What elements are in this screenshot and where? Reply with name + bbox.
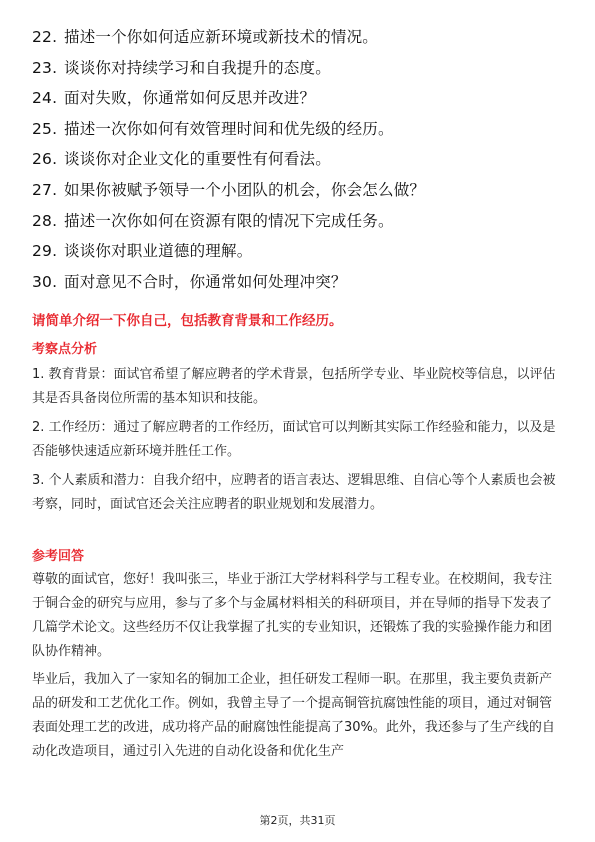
answer-paragraph: 尊敬的面试官，您好！我叫张三，毕业于浙江大学材料科学与工程专业。在校期间，我专注于铜合金的研究与应用，参与了多个与金属材料相关的科研项目，并在导师的指导下发表了几篇学术论文。这些经历不仅让我掌握了扎实的专业知识，还锻炼了我的实验操作能力和团队协作精神。 xyxy=(32,572,553,659)
analysis-point: 3. 个人素质和潜力：自我介绍中，应聘者的语言表达、逻辑思维、自信心等个人素质也会被考察，同时，面试官还会关注应聘者的职业规划和发展潜力。 xyxy=(32,473,556,512)
main-question-heading: 请简单介绍一下你自己，包括教育背景和工作经历。 xyxy=(32,313,343,329)
answer-title: 参考回答 xyxy=(32,549,85,564)
question-list xyxy=(32,22,572,297)
answer-section xyxy=(32,568,564,764)
analysis-point: 1. 教育背景：面试官希望了解应聘者的学术背景，包括所学专业、毕业院校等信息，以评估其是否具备岗位所需的基本知识和技能。 xyxy=(32,367,556,406)
question-number: 25. xyxy=(32,119,58,138)
question-item xyxy=(32,22,572,53)
question-text: 描述一个你如何适应新环境或新技术的情况。 xyxy=(64,28,379,46)
question-number: 28. xyxy=(32,211,58,230)
question-number: 30. xyxy=(32,272,58,291)
analysis-title: 考察点分析 xyxy=(32,342,98,357)
question-item xyxy=(32,206,572,237)
question-item xyxy=(32,175,572,206)
question-item xyxy=(32,114,572,145)
question-text: 谈谈你对企业文化的重要性有何看法。 xyxy=(64,150,331,169)
question-item xyxy=(32,53,572,84)
question-number: 22. xyxy=(32,28,58,46)
answer-paragraph: 毕业后，我加入了一家知名的铜加工企业，担任研发工程师一职。在那里，我主要负责新产品的研发和工艺优化工作。例如，我曾主导了一个提高铜管抗腐蚀性能的项目，通过对铜管表面处理工艺的改进，成功将产品的耐腐蚀性能提高了30%。此外，我还参与了生产线的自动化改造项目，通过引入先进的自动化设备和优化生产 xyxy=(32,672,555,759)
question-item xyxy=(32,267,572,298)
analysis-section xyxy=(32,363,564,517)
question-item xyxy=(32,83,572,114)
question-number: 27. xyxy=(32,180,58,199)
question-item xyxy=(32,144,572,175)
question-text: 描述一次你如何在资源有限的情况下完成任务。 xyxy=(64,211,394,230)
analysis-point: 2. 工作经历：通过了解应聘者的工作经历，面试官可以判断其实际工作经验和能力，以及是否能够快速适应新环境并胜任工作。 xyxy=(32,420,556,459)
question-text: 描述一次你如何有效管理时间和优先级的经历。 xyxy=(64,119,394,138)
question-text: 面对意见不合时，你通常如何处理冲突？ xyxy=(64,272,347,291)
question-text: 如果你被赋予领导一个小团队的机会，你会怎么做？ xyxy=(64,180,426,199)
page-footer: 第2页，共31页 xyxy=(259,814,336,827)
question-number: 23. xyxy=(32,58,58,77)
question-text: 面对失败，你通常如何反思并改进？ xyxy=(64,89,316,108)
question-number: 24. xyxy=(32,89,58,108)
question-number: 29. xyxy=(32,242,58,261)
question-text: 谈谈你对职业道德的理解。 xyxy=(64,242,253,261)
question-number: 26. xyxy=(32,150,58,169)
question-item xyxy=(32,236,572,267)
question-text: 谈谈你对持续学习和自我提升的态度。 xyxy=(64,58,331,77)
